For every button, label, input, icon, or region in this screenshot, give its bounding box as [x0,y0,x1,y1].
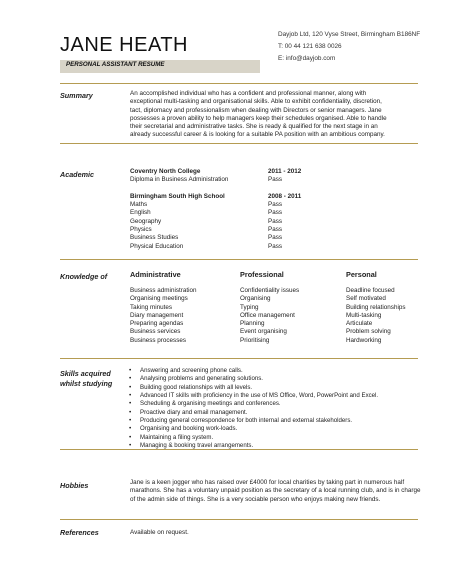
skills-list [128,367,378,450]
subject-name: English [130,209,151,217]
knowledge-item: Organising meetings [130,295,188,303]
skills-label-line: whilst studying [60,379,113,388]
skills-item: • Proactive diary and email management. [128,409,378,417]
knowledge-list-administrative [130,287,197,345]
knowledge-list-professional [240,287,299,345]
section-divider [60,449,418,450]
academic-results [268,168,301,251]
skills-item: • Analysing problems and generating solutions. [128,375,378,383]
knowledge-list-personal [346,287,406,345]
knowledge-item: Confidentiality issues [240,287,300,294]
section-divider [60,358,418,359]
knowledge-item: Building relationships [346,303,406,311]
hobbies-text [130,479,421,504]
skills-label-line: Skills acquired [60,369,111,378]
school-years: 2008 - 2011 [268,192,302,200]
knowledge-item: Articulate [346,320,373,328]
knowledge-item: Multi-tasking [346,311,382,319]
section-divider [60,143,418,144]
college-name: Coventry North College [130,168,201,175]
subject-result: Pass [268,217,282,225]
summary-label: Summary [60,91,93,100]
subject-result: Pass [268,226,282,234]
skills-item: • Maintaining a filing system. [128,434,378,442]
school-name: Birmingham South High School [130,192,225,200]
college-course: Diploma in Business Administration [130,176,229,184]
summary-line: already successful career & is looking for a suitable PA position with an ambitious company. [130,131,385,139]
knowledge-item: Planning [240,320,265,328]
hobbies-line: marathons. She has a voluntary unpaid position as the secretary of a local running club, and is in charge [130,487,421,495]
subject-result: Pass [268,242,282,250]
references-label: References [60,528,99,537]
knowledge-item: Problem solving [346,328,391,336]
knowledge-item: Business processes [130,336,186,344]
skills-item: • Managing & booking travel arrangements. [128,442,378,450]
subject-name: Physics [130,226,152,234]
section-divider [60,259,418,260]
knowledge-heading-professional: Professional [240,270,284,279]
academic-label: Academic [60,170,94,179]
knowledge-item: Business services [130,328,181,336]
section-divider [60,83,418,84]
summary-text [130,90,387,140]
skills-item: • Answering and screening phone calls. [128,367,378,375]
skills-item: • Building good relationships with all levels. [128,384,378,392]
academic-institutions [130,168,228,251]
knowledge-item: Diary management [130,311,184,319]
knowledge-item: Office management [240,311,295,319]
summary-line: tact, diplomacy and professionalism when dealing with Directors or senior managers. Jane [130,106,382,114]
knowledge-item: Prioritising [240,336,270,344]
knowledge-item: Event organising [240,328,287,336]
contact-address: Dayjob Ltd, 120 Vyse Street, Birmingham B186NF [278,31,421,38]
knowledge-item: Taking minutes [130,303,172,311]
knowledge-item: Organising [240,295,271,303]
knowledge-item: Typing [240,303,259,311]
knowledge-item: Hardworking [346,336,382,344]
subject-result: Pass [268,234,282,242]
hobbies-line: of the admin side of things. She is a very sociable person who enjoys making new friends. [130,495,381,503]
summary-line: exceptional multi-tasking and organisational skills. Able to exhibit confidentiality, discretion, [130,98,382,106]
summary-line: possesses a proven ability to help managers keep their schedules organised. Able to handle [130,114,387,122]
knowledge-item: Business administration [130,287,197,294]
candidate-name: JANE HEATH [60,34,188,56]
knowledge-heading-personal: Personal [346,270,377,279]
skills-item: • Advanced IT skills with proficiency in the use of MS Office, Word, PowerPoint and Excel. [128,392,378,400]
references-text: Available on request. [130,529,189,536]
summary-line: An accomplished individual who has a confident and professional manner, along with [130,90,367,97]
subject-name: Geography [130,217,162,225]
knowledge-label: Knowledge of [60,272,108,281]
college-years: 2011 - 2012 [268,168,302,175]
subject-result: Pass [268,201,282,209]
summary-line: their secretarial and administrative tasks. She is ready & qualified for the next stage in an [130,123,378,131]
knowledge-item: Self motivated [346,295,386,303]
college-result: Pass [268,176,282,184]
hobbies-line: Jane is a keen jogger who has raised over £4000 for local charities by taking part in numerous half [130,479,405,486]
contact-phone: T: 00 44 121 638 0026 [278,43,342,50]
hobbies-label: Hobbies [60,481,89,490]
skills-label [60,369,112,389]
subject-name: Physical Education [130,242,184,250]
knowledge-item: Preparing agendas [130,320,184,328]
subject-name: Maths [130,201,148,209]
skills-item: • Organising and booking work-loads. [128,425,378,433]
subject-name: Business Studies [130,234,179,242]
knowledge-item: Deadline focused [346,287,395,294]
skills-item: • Scheduling & organising meetings and conferences. [128,400,378,408]
subject-result: Pass [268,209,282,217]
section-divider [60,519,418,520]
resume-subtitle: PERSONAL ASSISTANT RESUME [66,61,165,68]
skills-item: • Producing general correspondence for both internal and external stakeholders. [128,417,378,425]
knowledge-heading-administrative: Administrative [130,270,181,279]
contact-email: E: info@dayjob.com [278,55,336,62]
